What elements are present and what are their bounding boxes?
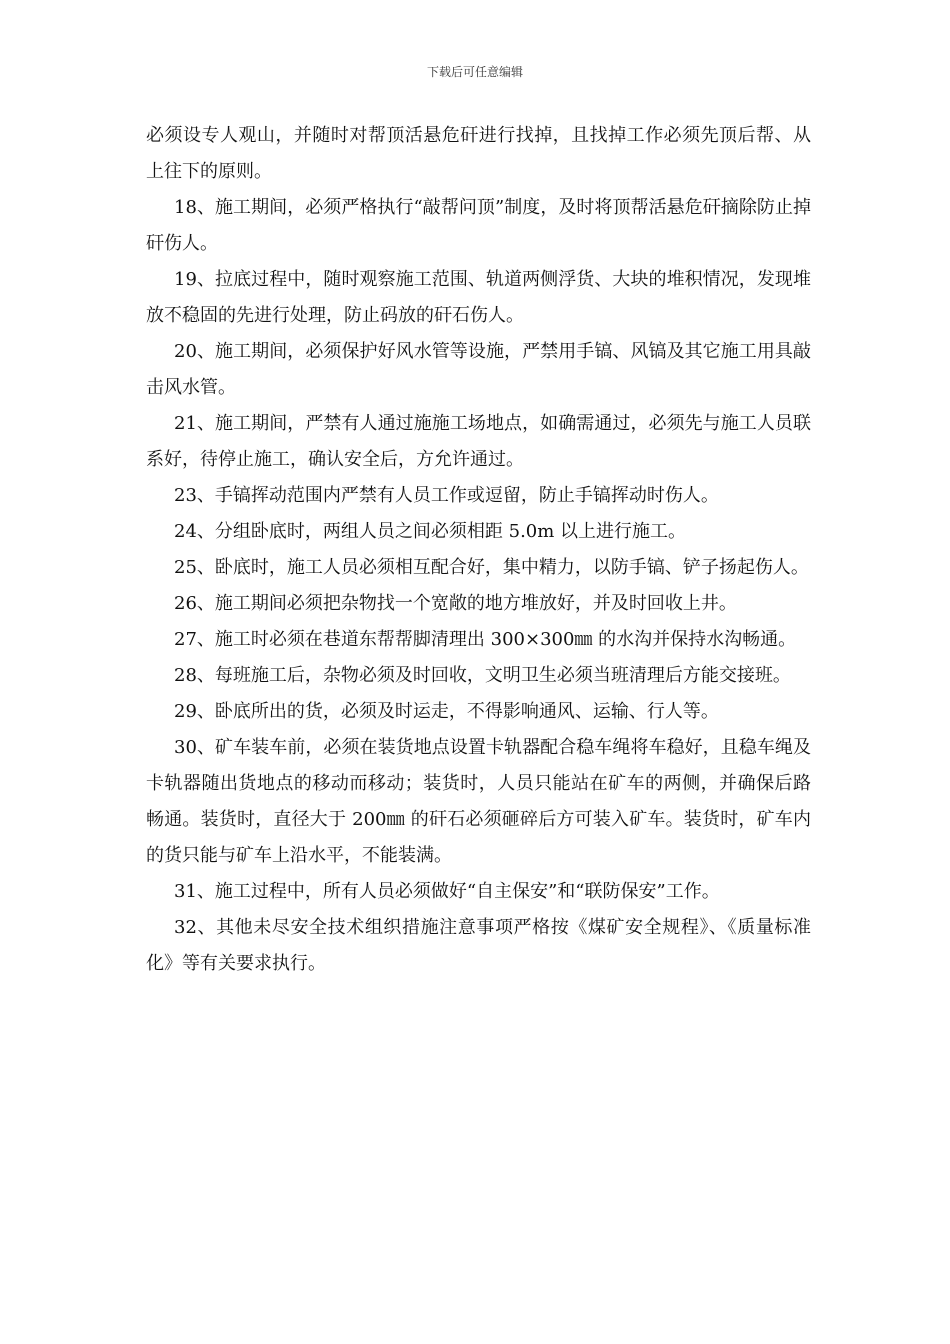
paragraph-item-32: 32、其他未尽安全技术组织措施注意事项严格按《煤矿安全规程》、《质量标准化》等有关要求执行。 [146,917,811,974]
page-header: 下载后可任意编辑 [426,65,523,79]
paragraph-item-28: 28、每班施工后，杂物必须及时回收，文明卫生必须当班清理后方能交接班。 [174,665,791,686]
paragraph-item-18: 18、施工期间，必须严格执行“敲帮问顶”制度，及时将顶帮活悬危矸摘除防止掉矸伤人。 [146,197,811,254]
paragraph-item-20: 20、施工期间，必须保护好风水管等设施，严禁用手镐、风镐及其它施工用具敲击风水管。 [146,341,811,398]
paragraph-item-27: 27、施工时必须在巷道东帮帮脚清理出 300×300㎜ 的水沟并保持水沟畅通。 [174,629,797,650]
paragraph-item-30: 30、矿车装车前，必须在装货地点设置卡轨器配合稳车绳将车稳好，且稳车绳及卡轨器随出货地点的移动而移动；装货时，人员只能站在矿车的两侧，并确保后路畅通。装货时，直径大于 200㎜ 的矸石必须砸碎后方可装入矿车。装货时，矿车内的货只能与矿车上沿水平，不能装满。 [146,737,811,866]
paragraph-item-21: 21、施工期间，严禁有人通过施施工场地点，如确需通过，必须先与施工人员联系好，待停止施工，确认安全后，方允许通过。 [146,413,811,470]
paragraph-item-23: 23、手镐挥动范围内严禁有人员工作或逗留，防止手镐挥动时伤人。 [174,485,719,506]
paragraph-item-26: 26、施工期间必须把杂物找一个宽敞的地方堆放好，并及时回收上井。 [174,593,737,614]
paragraph-item-25: 25、卧底时，施工人员必须相互配合好，集中精力，以防手镐、铲子扬起伤人。 [174,557,809,578]
paragraph-item-31: 31、施工过程中，所有人员必须做好“自主保安”和“联防保安”工作。 [174,881,720,902]
paragraph-continuation: 必须设专人观山，并随时对帮顶活悬危矸进行找掉，且找掉工作必须先顶后帮、从上往下的原则。 [146,125,811,182]
paragraph-item-29: 29、卧底所出的货，必须及时运走，不得影响通风、运输、行人等。 [174,701,719,722]
document-body [146,118,811,982]
paragraph-item-24: 24、分组卧底时，两组人员之间必须相距 5.0m 以上进行施工。 [174,521,687,542]
paragraph-item-19: 19、拉底过程中，随时观察施工范围、轨道两侧浮货、大块的堆积情况，发现堆放不稳固的先进行处理，防止码放的矸石伤人。 [146,269,811,326]
